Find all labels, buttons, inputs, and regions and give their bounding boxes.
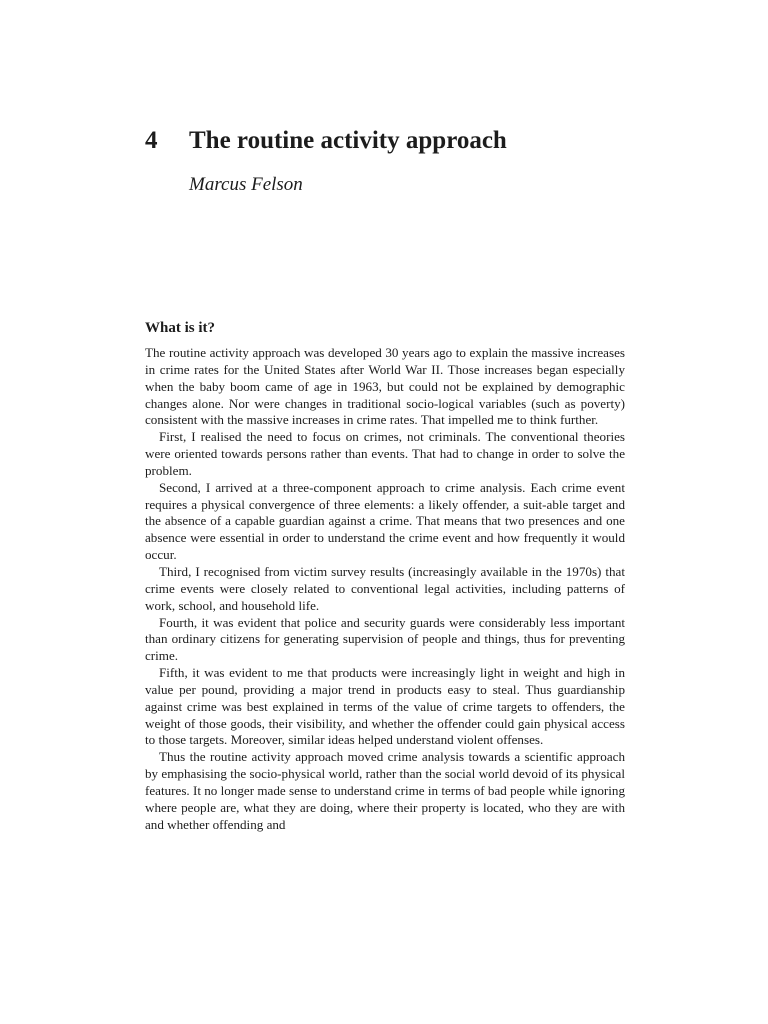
paragraph-3: Second, I arrived at a three-component approach to crime analysis. Each crime event requires a physical convergence of three elements: a likely offender, a suit-able target and the absence of a capable guardian against a crime. That means that two presences and one absence were essential in order to understand the crime event and how frequently it would occur.: [145, 479, 625, 563]
chapter-number: 4: [145, 127, 158, 154]
chapter-heading: [145, 124, 507, 158]
paragraph-7: Thus the routine activity approach moved crime analysis towards a scientific approach by emphasising the socio-physical world, rather than the social world devoid of its physical features. It no longer made sense to understand crime in terms of bad people while ignoring where people are, what they are doing, where their property is located, who they are with and whether offending and: [145, 749, 625, 832]
chapter-title: The routine activity approach: [189, 127, 507, 154]
paragraph-1: The routine activity approach was developed 30 years ago to explain the massive increases in crime rates for the United States after World War II. Those increases began especially when the baby boom came of age in 1963, but could not be explained by demographic changes alone. Nor were changes in traditional socio-logical variables (such as poverty) consistent with the massive increases in crime rates. That impelled me to think further.: [145, 345, 625, 428]
section-heading: What is it?: [145, 320, 216, 336]
paragraph-5: Fourth, it was evident that police and security guards were considerably less important than ordinary citizens for generating supervision of people and things, thus for preventing crime.: [145, 614, 625, 664]
body-text: [145, 345, 625, 833]
paragraph-4: Third, I recognised from victim survey results (increasingly available in the 1970s) that crime events were closely related to conventional legal activities, including patterns of work, school, and household life.: [145, 563, 625, 613]
paragraph-2: First, I realised the need to focus on crimes, not criminals. The conventional theories were oriented towards persons rather than events. That had to change in order to solve the problem.: [145, 429, 625, 478]
paragraph-6: Fifth, it was evident to me that products were increasingly light in weight and high in value per pound, providing a major trend in products easy to steal. Thus guardianship against crime was best explained in terms of the value of crime targets to offenders, the weight of those goods, their visibility, and whether the offender could gain physical access to those targets. Moreover, similar ideas helped understand violent offenses.: [145, 665, 625, 748]
chapter-author: Marcus Felson: [189, 174, 303, 195]
